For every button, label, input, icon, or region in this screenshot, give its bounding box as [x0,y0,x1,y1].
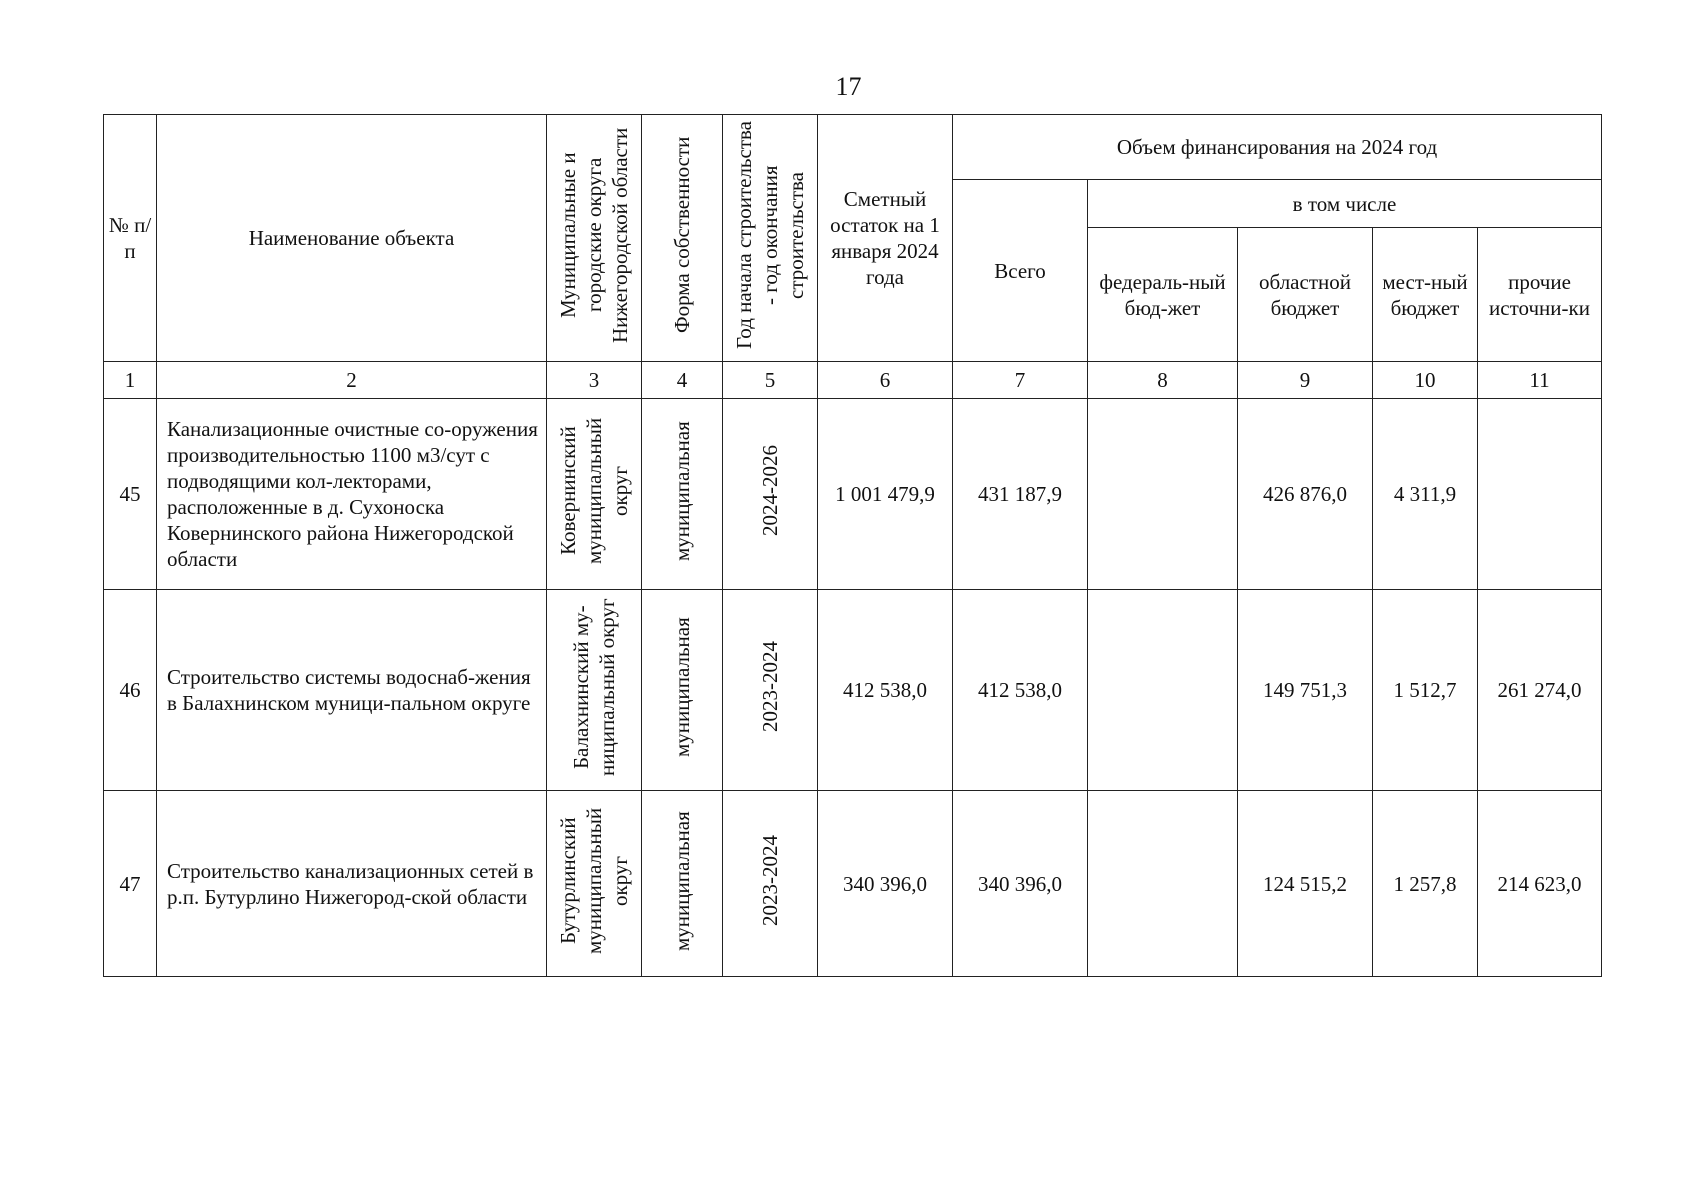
header-regional: областной бюджет [1238,228,1373,362]
municipality: Бутурлинский муниципальный округ [556,807,632,954]
header-total: Всего [953,180,1088,362]
ownership-cell [642,399,723,590]
column-number: 4 [642,362,723,399]
remaining-value: 412 538,0 [818,590,953,791]
other-value: 261 274,0 [1478,590,1602,791]
federal-value [1088,590,1238,791]
header-municipality: Муниципальные и городские округа Нижегородской области [556,127,632,343]
header-years: Год начала строительства - год окончания строительства [732,121,808,349]
column-number: 2 [157,362,547,399]
regional-value: 426 876,0 [1238,399,1373,590]
years: 2024-2026 [758,445,782,537]
financing-table [103,114,1602,977]
municipality-cell [547,791,642,977]
column-number: 9 [1238,362,1373,399]
table-row [104,399,1602,590]
column-number: 7 [953,362,1088,399]
column-number-row [104,362,1602,399]
column-number: 8 [1088,362,1238,399]
other-value [1478,399,1602,590]
object-name: Строительство системы водоснаб-жения в Балахнинском муници-пальном округе [157,590,547,791]
remaining-value: 1 001 479,9 [818,399,953,590]
ownership: муниципальная [670,810,694,951]
regional-value: 124 515,2 [1238,791,1373,977]
municipality-cell [547,590,642,791]
column-number: 10 [1373,362,1478,399]
total-value: 431 187,9 [953,399,1088,590]
ownership: муниципальная [670,617,694,757]
object-name: Строительство канализационных сетей в р.п. Бутурлино Нижегород-ской области [157,791,547,977]
other-value: 214 623,0 [1478,791,1602,977]
local-value: 1 257,8 [1373,791,1478,977]
federal-value [1088,791,1238,977]
total-value: 340 396,0 [953,791,1088,977]
header-federal: федераль-ный бюд-жет [1088,228,1238,362]
header-row-1 [104,115,1602,180]
ownership-cell [642,791,723,977]
remaining-value: 340 396,0 [818,791,953,977]
years: 2023-2024 [758,835,782,926]
header-ownership: Форма собственности [670,136,694,334]
header-local: мест-ный бюджет [1373,228,1478,362]
column-number: 1 [104,362,157,399]
header-financing: Объем финансирования на 2024 год [953,115,1602,180]
municipality-cell [547,399,642,590]
row-num: 47 [104,791,157,977]
local-value: 1 512,7 [1373,590,1478,791]
header-name: Наименование объекта [157,115,547,362]
years-cell [723,791,818,977]
regional-value: 149 751,3 [1238,590,1373,791]
header-municipality-cell [547,115,642,362]
column-number: 3 [547,362,642,399]
row-num: 45 [104,399,157,590]
total-value: 412 538,0 [953,590,1088,791]
header-ownership-cell [642,115,723,362]
header-num: № п/п [104,115,157,362]
header-remaining: Сметный остаток на 1 января 2024 года [818,115,953,362]
header-years-cell [723,115,818,362]
header-other: прочие источни-ки [1478,228,1602,362]
column-number: 6 [818,362,953,399]
table-row [104,590,1602,791]
municipality: Балахнинский му-ниципальный округ [569,598,619,776]
page-number: 17 [835,72,862,101]
table-row [104,791,1602,977]
federal-value [1088,399,1238,590]
ownership: муниципальная [670,421,694,561]
ownership-cell [642,590,723,791]
local-value: 4 311,9 [1373,399,1478,590]
header-including: в том числе [1088,180,1602,228]
column-number: 11 [1478,362,1602,399]
row-num: 46 [104,590,157,791]
years: 2023-2024 [758,641,782,733]
years-cell [723,399,818,590]
column-number: 5 [723,362,818,399]
object-name: Канализационные очистные со-оружения производительностью 1100 м3/сут с подводящими кол-лекторами, расположенные в д. Сухоноска Ковернинского района Нижегородской области [157,399,547,590]
municipality: Ковернинский муниципальный округ [556,417,632,565]
years-cell [723,590,818,791]
